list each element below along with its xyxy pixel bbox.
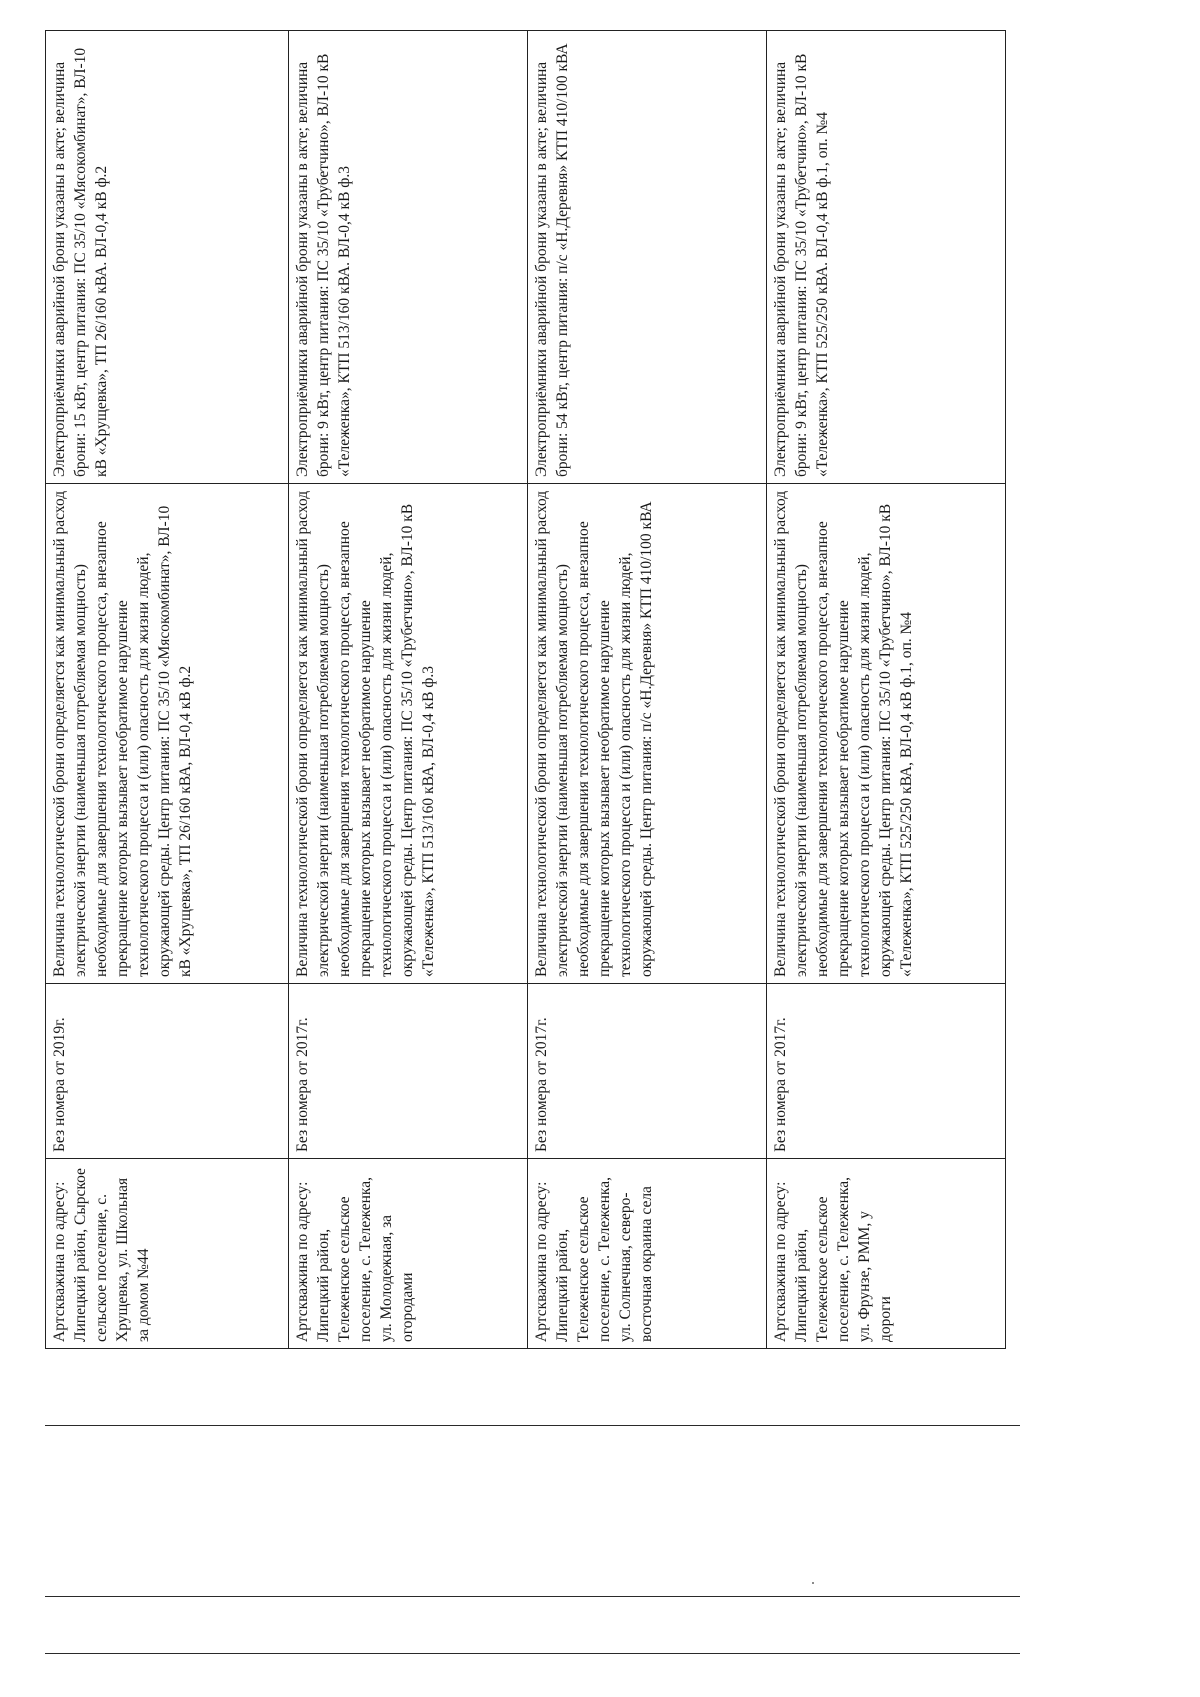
divider-line bbox=[45, 1596, 1020, 1597]
divider-line bbox=[45, 1425, 1020, 1426]
table-row bbox=[767, 31, 1006, 1349]
emergency-reserve-cell bbox=[289, 31, 528, 484]
object-address-cell bbox=[289, 1159, 528, 1349]
rotated-page bbox=[45, 31, 1005, 1349]
emergency-reserve-cell bbox=[528, 31, 767, 484]
act-cell bbox=[767, 984, 1006, 1159]
object-address-text: Артскважина по адресу: Липецкий район, Сырское сельское поселение, с. Хрущевка, ул. Школьная за домом №44 bbox=[51, 1168, 152, 1342]
emergency-reserve-text: Электроприёмники аварийной брони указаны в акте; величина брони: 54 кВт, центр питания: п/с «Н.Деревня» КТП 410/100 кВА bbox=[533, 43, 571, 477]
technological-reserve-text: Величина технологической брони определяется как минимальный расход электрической энергии (наименьшая потребляемая мощность) необходимые для завершения технологического процесса, внезапное прекращение которых вызывает необратимое нарушение технологического процесса и (или) опасность для жизни людей, окружающей среды. Центр питания: ПС 35/10 «Трубетчино», ВЛ-10 кВ «Тележенка», КТП 513/160 кВА, ВЛ-0,4 кВ ф.3 bbox=[294, 490, 437, 977]
object-address-cell bbox=[46, 1159, 289, 1349]
technological-reserve-cell bbox=[767, 484, 1006, 984]
object-address-text: Артскважина по адресу: Липецкий район, Тележенское сельское поселение, с. Тележенка, ул. Солнечная, северо-восточная окраина села bbox=[533, 1177, 655, 1342]
act-cell bbox=[289, 984, 528, 1159]
table-row bbox=[289, 31, 528, 1349]
act-text: Без номера от 2017г. bbox=[533, 1017, 550, 1152]
act-cell bbox=[46, 984, 289, 1159]
emergency-reserve-cell bbox=[46, 31, 289, 484]
table-row bbox=[528, 31, 767, 1349]
object-address-text: Артскважина по адресу: Липецкий район, Тележенское сельское поселение, с. Тележенка, ул. Фрунзе, РММ, у дороги bbox=[772, 1177, 894, 1342]
emergency-reserve-text: Электроприёмники аварийной брони указаны в акте; величина брони: 9 кВт, центр питания: ПС 35/10 «Трубетчино», ВЛ-10 кВ «Тележенка», КТП 513/160 кВА. ВЛ-0,4 кВ ф.3 bbox=[294, 53, 353, 477]
object-address-cell bbox=[528, 1159, 767, 1349]
table-row bbox=[46, 31, 289, 1349]
technological-reserve-text: Величина технологической брони определяется как минимальный расход электрической энергии (наименьшая потребляемая мощность) необходимые для завершения технологического процесса, внезапное прекращение которых вызывает необратимое нарушение технологического процесса и (или) опасность для жизни людей, окружающей среды. Центр питания: п/с «Н.Деревня» КТП 410/100 кВА bbox=[533, 490, 655, 977]
technological-reserve-cell bbox=[528, 484, 767, 984]
technological-reserve-cell bbox=[46, 484, 289, 984]
act-cell bbox=[528, 984, 767, 1159]
technological-reserve-cell bbox=[289, 484, 528, 984]
technological-reserve-text: Величина технологической брони определяется как минимальный расход электрической энергии (наименьшая потребляемая мощность) необходимые для завершения технологического процесса, внезапное прекращение которых вызывает необратимое нарушение технологического процесса и (или) опасность для жизни людей, окружающей среды. Центр питания: ПС 35/10 «Трубетчино», ВЛ-10 кВ «Тележенка», КТП 525/250 кВА, ВЛ-0,4 кВ ф.1, оп. №4 bbox=[772, 490, 915, 977]
object-address-text: Артскважина по адресу: Липецкий район, Тележенское сельское поселение, с. Тележенка, ул. Молодежная, за огородами bbox=[294, 1177, 416, 1342]
divider-line bbox=[45, 1653, 1020, 1654]
act-text: Без номера от 2017г. bbox=[772, 1017, 789, 1152]
act-text: Без номера от 2017г. bbox=[294, 1017, 311, 1152]
emergency-reserve-text: Электроприёмники аварийной брони указаны в акте; величина брони: 15 кВт, центр питания: ПС 35/10 «Мясокомбинат», ВЛ-10 кВ «Хрущевка», ТП 26/160 кВА. ВЛ-0,4 кВ ф.2 bbox=[51, 47, 110, 477]
act-text: Без номера от 2019г. bbox=[51, 1017, 68, 1152]
object-address-cell bbox=[767, 1159, 1006, 1349]
emergency-reserve-text: Электроприёмники аварийной брони указаны в акте; величина брони: 9 кВт, центр питания: ПС 35/10 «Трубетчино», ВЛ-10 кВ «Тележенка», КТП 525/250 кВА. ВЛ-0,4 кВ ф.1, оп. №4 bbox=[772, 53, 831, 477]
technological-reserve-text: Величина технологической брони определяется как минимальный расход электрической энергии (наименьшая потребляемая мощность) необходимые для завершения технологического процесса, внезапное прекращение которых вызывает необратимое нарушение технологического процесса и (или) опасность для жизни людей, окружающей среды. Центр питания: ПС 35/10 «Мясокомбинат», ВЛ-10 кВ «Хрущевка», ТП 26/160 кВА, ВЛ-0,4 кВ ф.2 bbox=[51, 490, 194, 977]
emergency-reserve-cell bbox=[767, 31, 1006, 484]
scan-speck bbox=[812, 1582, 814, 1584]
reservation-table bbox=[45, 30, 1006, 1349]
